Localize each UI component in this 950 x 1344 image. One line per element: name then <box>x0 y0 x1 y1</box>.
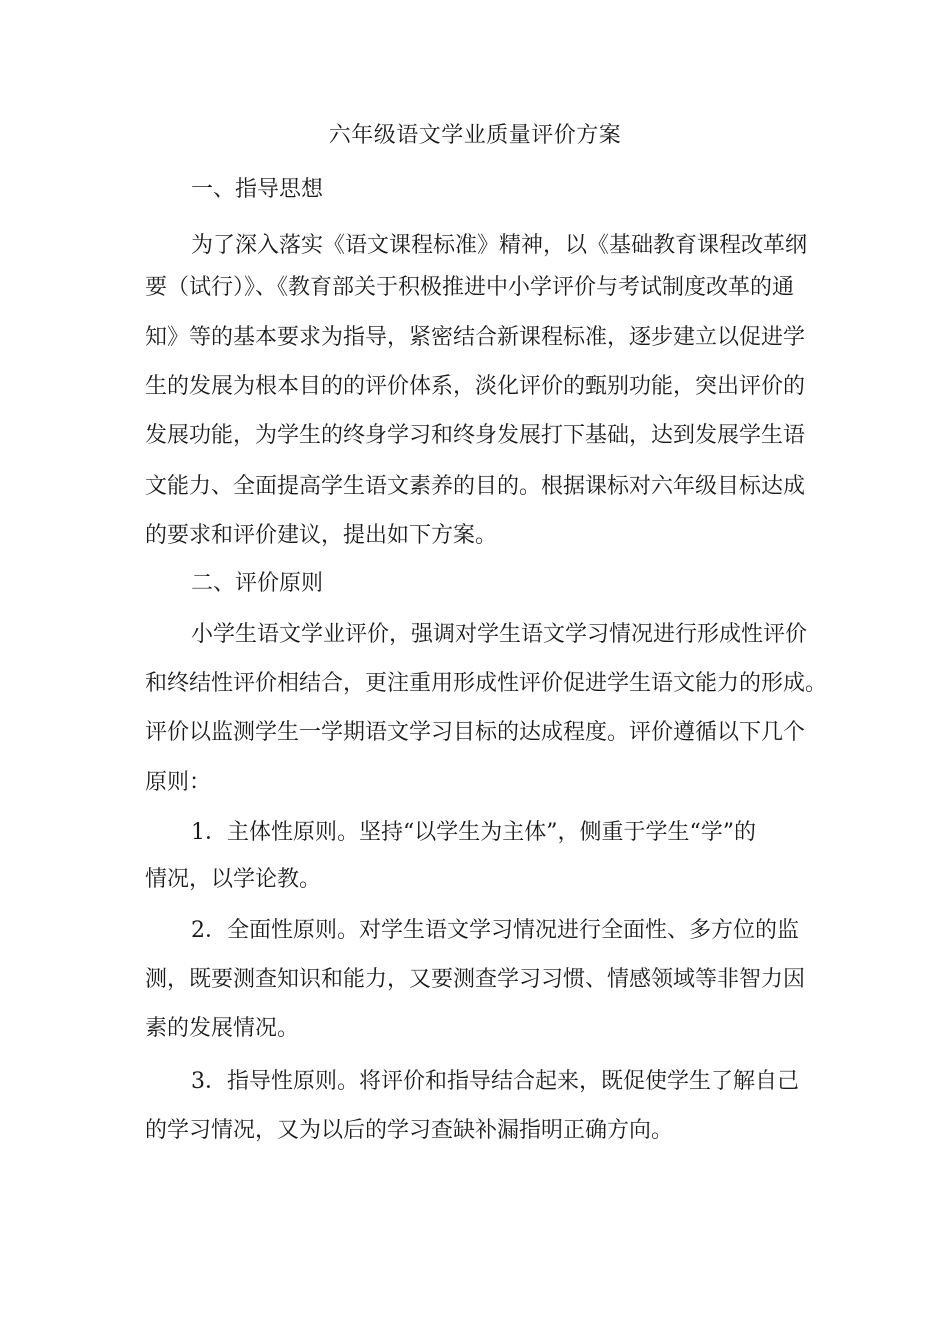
document-title: 六年级语文学业质量评价方案 <box>328 123 622 148</box>
paragraph-line: 测，既要测查知识和能力，又要测查学习习惯、情感领域等非智力因 <box>145 967 806 992</box>
paragraph-line: 要（试行）》、《教育部关于积极推进中小学评价与考试制度改革的通 <box>145 275 795 300</box>
paragraph-line: 为了深入落实《语文课程标准》精神，以《基础教育课程改革纲 <box>191 233 808 258</box>
paragraph-line: 生的发展为根本目的的评价体系，淡化评价的甄别功能，突出评价的 <box>145 374 806 399</box>
section-heading-evaluation-principles: 二、评价原则 <box>191 571 324 596</box>
paragraph-line: 知》等的基本要求为指导，紧密结合新课程标准，逐步建立以促进学 <box>145 325 806 350</box>
paragraph-line: 的学习情况，又为以后的学习查缺补漏指明正确方向。 <box>145 1118 674 1143</box>
paragraph-line: 2．全面性原则。对学生语文学习情况进行全面性、多方位的监 <box>191 918 799 943</box>
paragraph-line: 小学生语文学业评价，强调对学生语文学习情况进行形成性评价 <box>191 622 808 647</box>
section-heading-guiding-ideology: 一、指导思想 <box>191 177 324 202</box>
paragraph-line: 文能力、全面提高学生语文素养的目的。根据课标对六年级目标达成 <box>145 474 806 499</box>
paragraph-line: 的要求和评价建议，提出如下方案。 <box>145 523 498 548</box>
paragraph-line: 原则： <box>145 770 212 795</box>
paragraph-line: 1．主体性原则。坚持“以学生为主体”，侧重于学生“学”的 <box>191 820 756 845</box>
paragraph-line: 素的发展情况。 <box>145 1016 300 1041</box>
paragraph-line: 情况，以学论教。 <box>145 867 322 892</box>
paragraph-line: 和终结性评价相结合，更注重用形成性评价促进学生语文能力的形成。 <box>145 671 828 696</box>
paragraph-line: 3．指导性原则。将评价和指导结合起来，既促使学生了解自己 <box>191 1069 799 1094</box>
paragraph-line: 评价以监测学生一学期语文学习目标的达成程度。评价遵循以下几个 <box>145 720 806 745</box>
paragraph-line: 发展功能，为学生的终身学习和终身发展打下基础，达到发展学生语 <box>145 423 806 448</box>
